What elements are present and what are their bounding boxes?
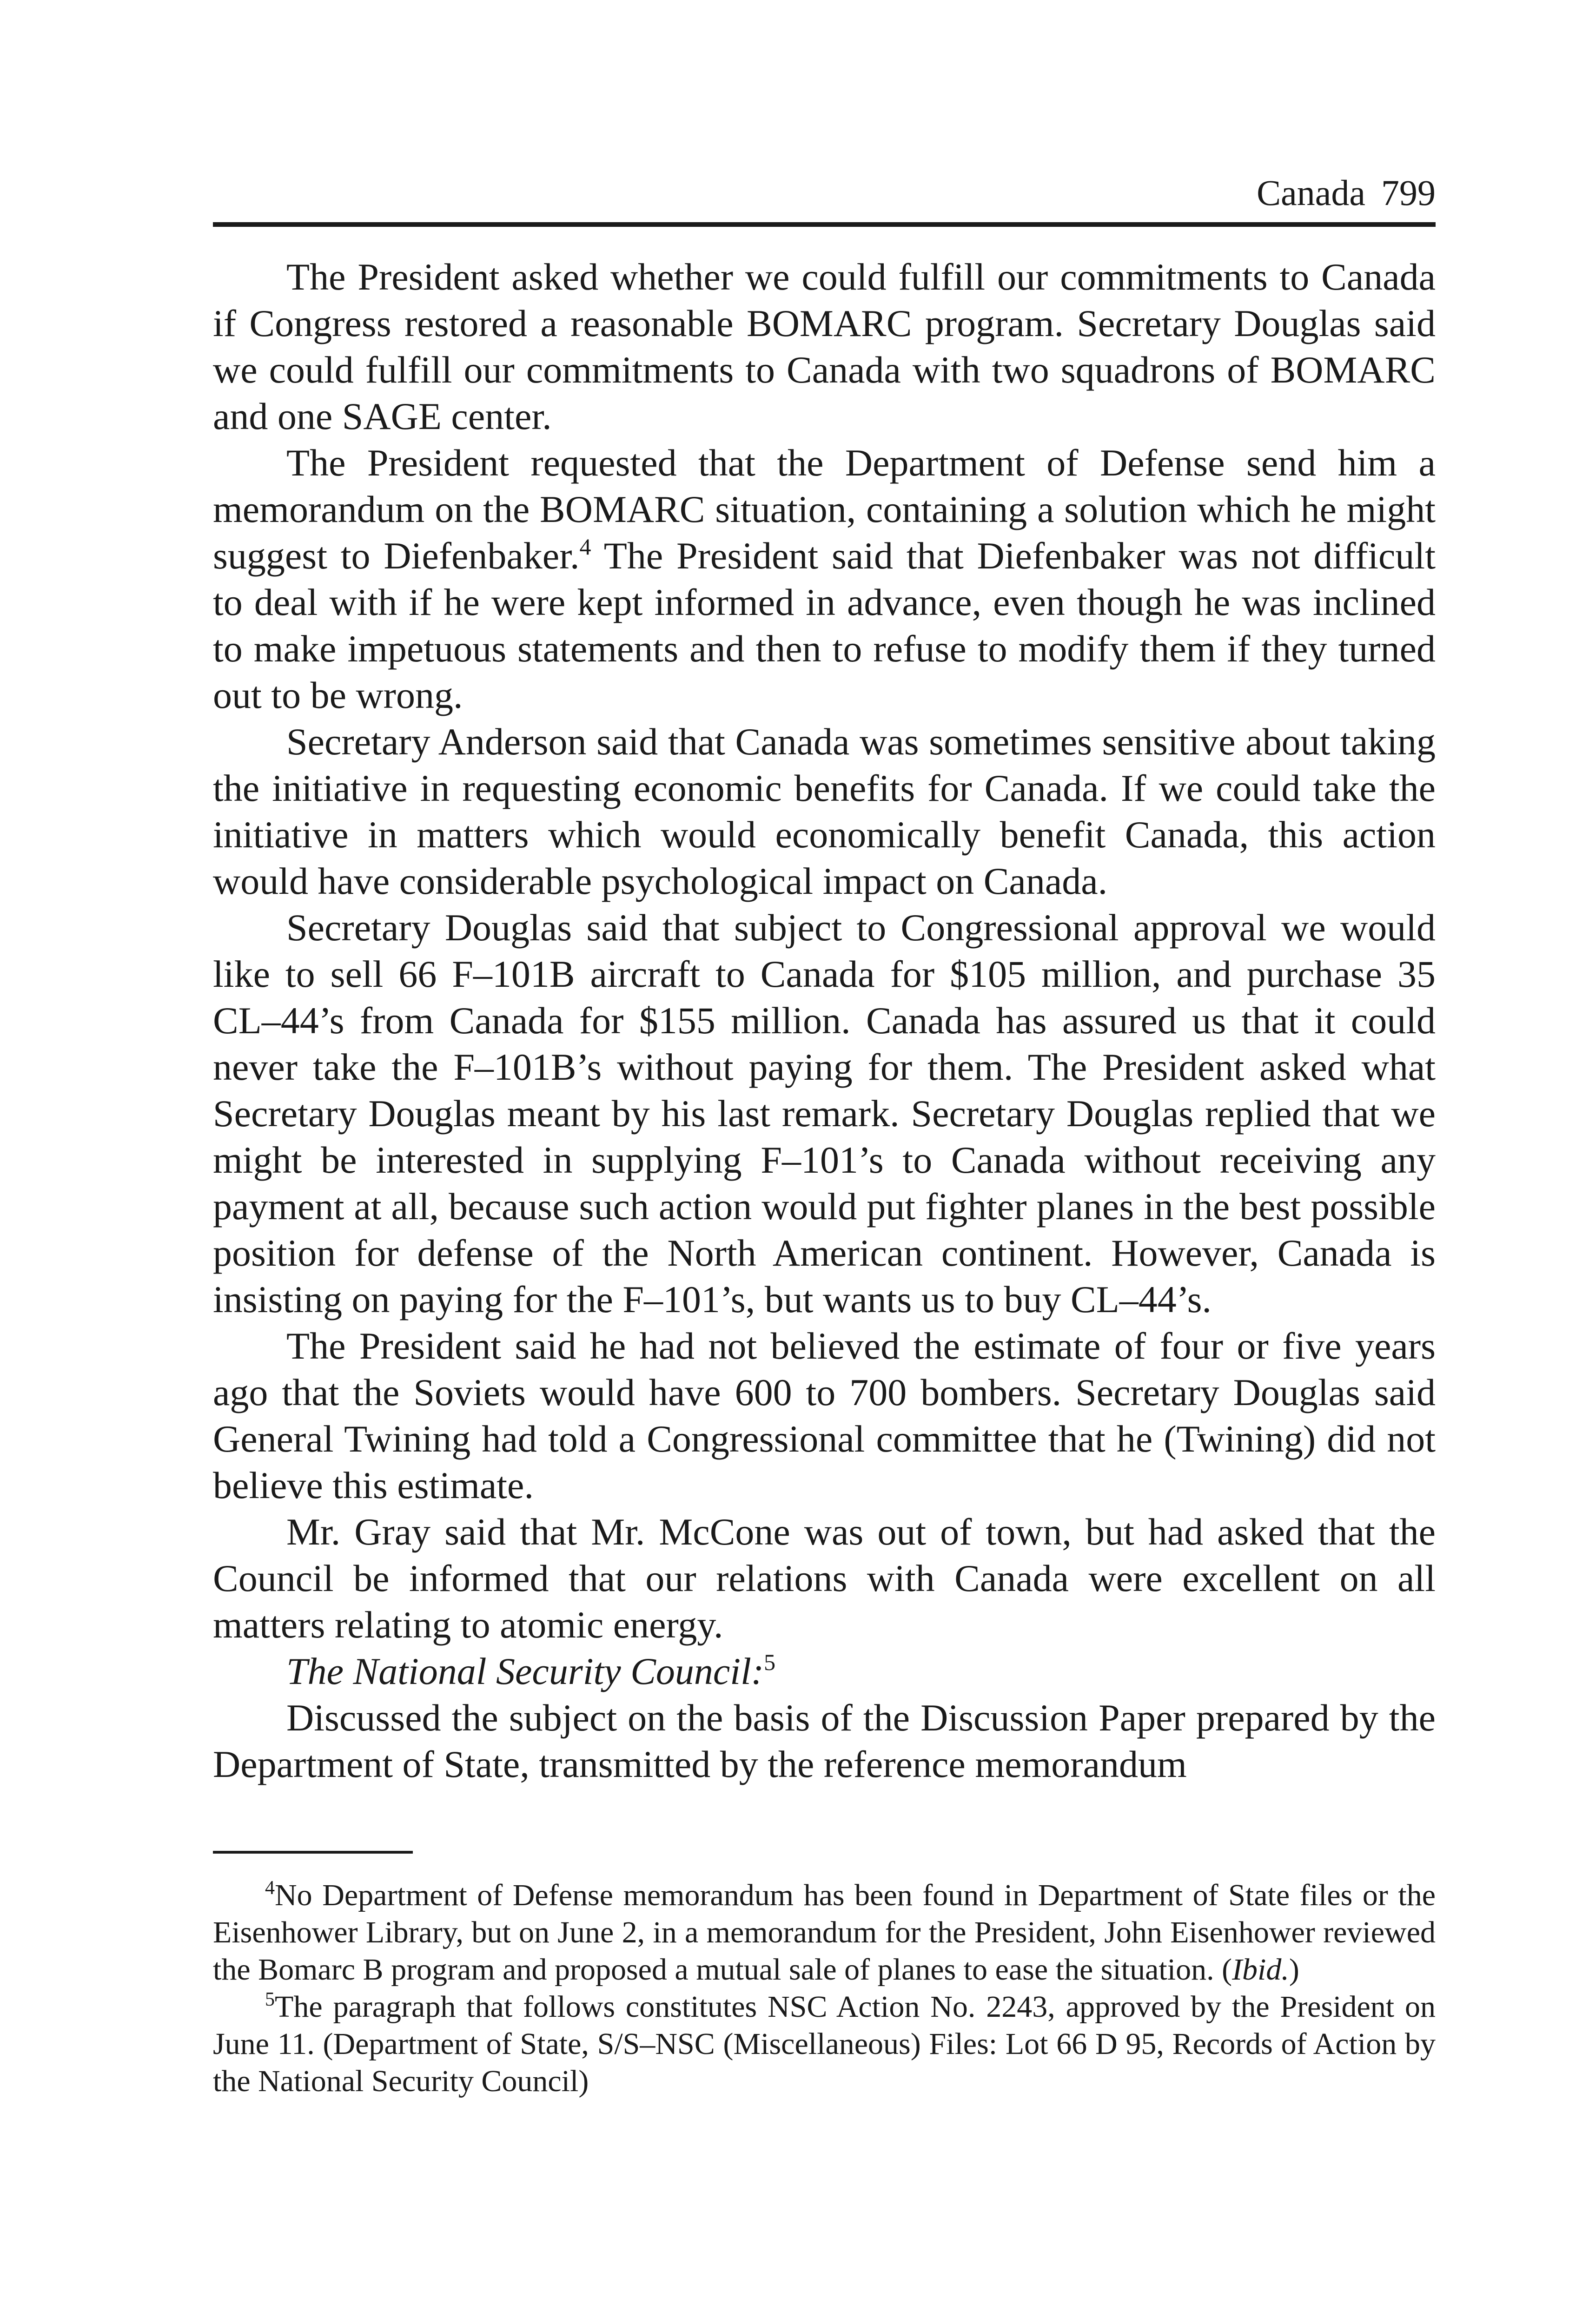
paragraph-aircraft-sale: Secretary Douglas said that subject to Congressional approval we would like to sell 66 F–101B aircraft to Canada for $105 million, and purchase 35 CL–44’s from Canada for $155 million. Canada has assured us that it could never take the F–101B’s without paying for them. The President asked what Secretary Douglas meant by his last remark. Secretary Douglas replied that we might be interested in supplying F–101’s to Canada without receiving any payment at all, because such action would put fighter planes in the best possible position for defense of the North American continent. However, Canada is insisting on paying for the F–101’s, but wants us to buy CL–44’s. xyxy=(213,906,1436,1320)
paragraph-atomic-energy: Mr. Gray said that Mr. McCone was out of town, but had asked that the Council be informed that our relations with Canada were excellent on all matters relating to atomic energy. xyxy=(213,1511,1436,1646)
running-head xyxy=(213,167,1436,218)
header-rule xyxy=(213,222,1436,227)
footnote-text: The paragraph that follows constitutes NSC Action No. 2243, approved by the President on June 11. (Department of State, S/S–NSC (Miscellaneous) Files: Lot 66 D 95, Records of Action by the National Security Council) xyxy=(213,1990,1436,2098)
footnote-text: No Department of Defense memorandum has been found in Department of State files or the Eisenhower Library, but on June 2, in a memorandum for the President, John Eisenhower reviewed the Bomarc B program and proposed a mutual sale of planes to ease the situation. ( xyxy=(213,1878,1436,1987)
footnote-rule xyxy=(213,1851,413,1854)
book-page xyxy=(213,167,1436,2100)
running-head-text xyxy=(1257,167,1436,218)
paragraph-soviet-bombers: The President said he had not believed the estimate of four or five years ago that the Soviets would have 600 to 700 bombers. Secretary Douglas said General Twining had told a Congressional committee that he (Twining) did not believe this estimate. xyxy=(213,1325,1436,1506)
paragraph-discussion: Discussed the subject on the basis of the Discussion Paper prepared by the Department of State, transmitted by the reference memorandum xyxy=(213,1697,1436,1785)
paragraph-anderson: Secretary Anderson said that Canada was sometimes sensitive about taking the initiative in requesting economic benefits for Canada. If we could take the initiative in matters which would economically benefit Canada, this action would have considerable psychological impact on Canada. xyxy=(213,720,1436,902)
footnote-text: ) xyxy=(1289,1953,1299,1987)
footnote-ref-4: 4 xyxy=(579,534,591,560)
page-number: 799 xyxy=(1381,172,1436,213)
paragraph-text: The President requested that the Department of Defense send him a memorandum on the BOMARC situation, containing a solution which he might suggest to Diefenbaker. xyxy=(213,442,1436,577)
footnote-5 xyxy=(213,1988,1436,2100)
section-heading-text: The National Security Council: xyxy=(286,1650,764,1692)
paragraph-bomarc-commitments: The President asked whether we could fulfill our commitments to Canada if Congress restored a reasonable BOMARC program. Secretary Douglas said we could fulfill our commitments to Canada with two squadrons of BOMARC and one SAGE center. xyxy=(213,256,1436,437)
section-heading xyxy=(213,1648,1436,1695)
footnote-4 xyxy=(213,1877,1436,1988)
paragraph-text: The President said that Diefenbaker was not difficult to deal with if he were kept informed in advance, even though he was inclined to make impetuous statements and then to refuse to modify them if they turned out to be wrong. xyxy=(213,535,1436,716)
main-text xyxy=(213,254,1436,1788)
footnote-ref-5: 5 xyxy=(764,1649,776,1675)
footnote-citation: Ibid. xyxy=(1232,1953,1289,1987)
paragraph-defense-memorandum xyxy=(213,440,1436,719)
running-head-section: Canada xyxy=(1257,172,1365,213)
footnotes xyxy=(213,1877,1436,2100)
footnote-number: 5 xyxy=(265,1989,275,2010)
footnote-number: 4 xyxy=(265,1877,275,1899)
